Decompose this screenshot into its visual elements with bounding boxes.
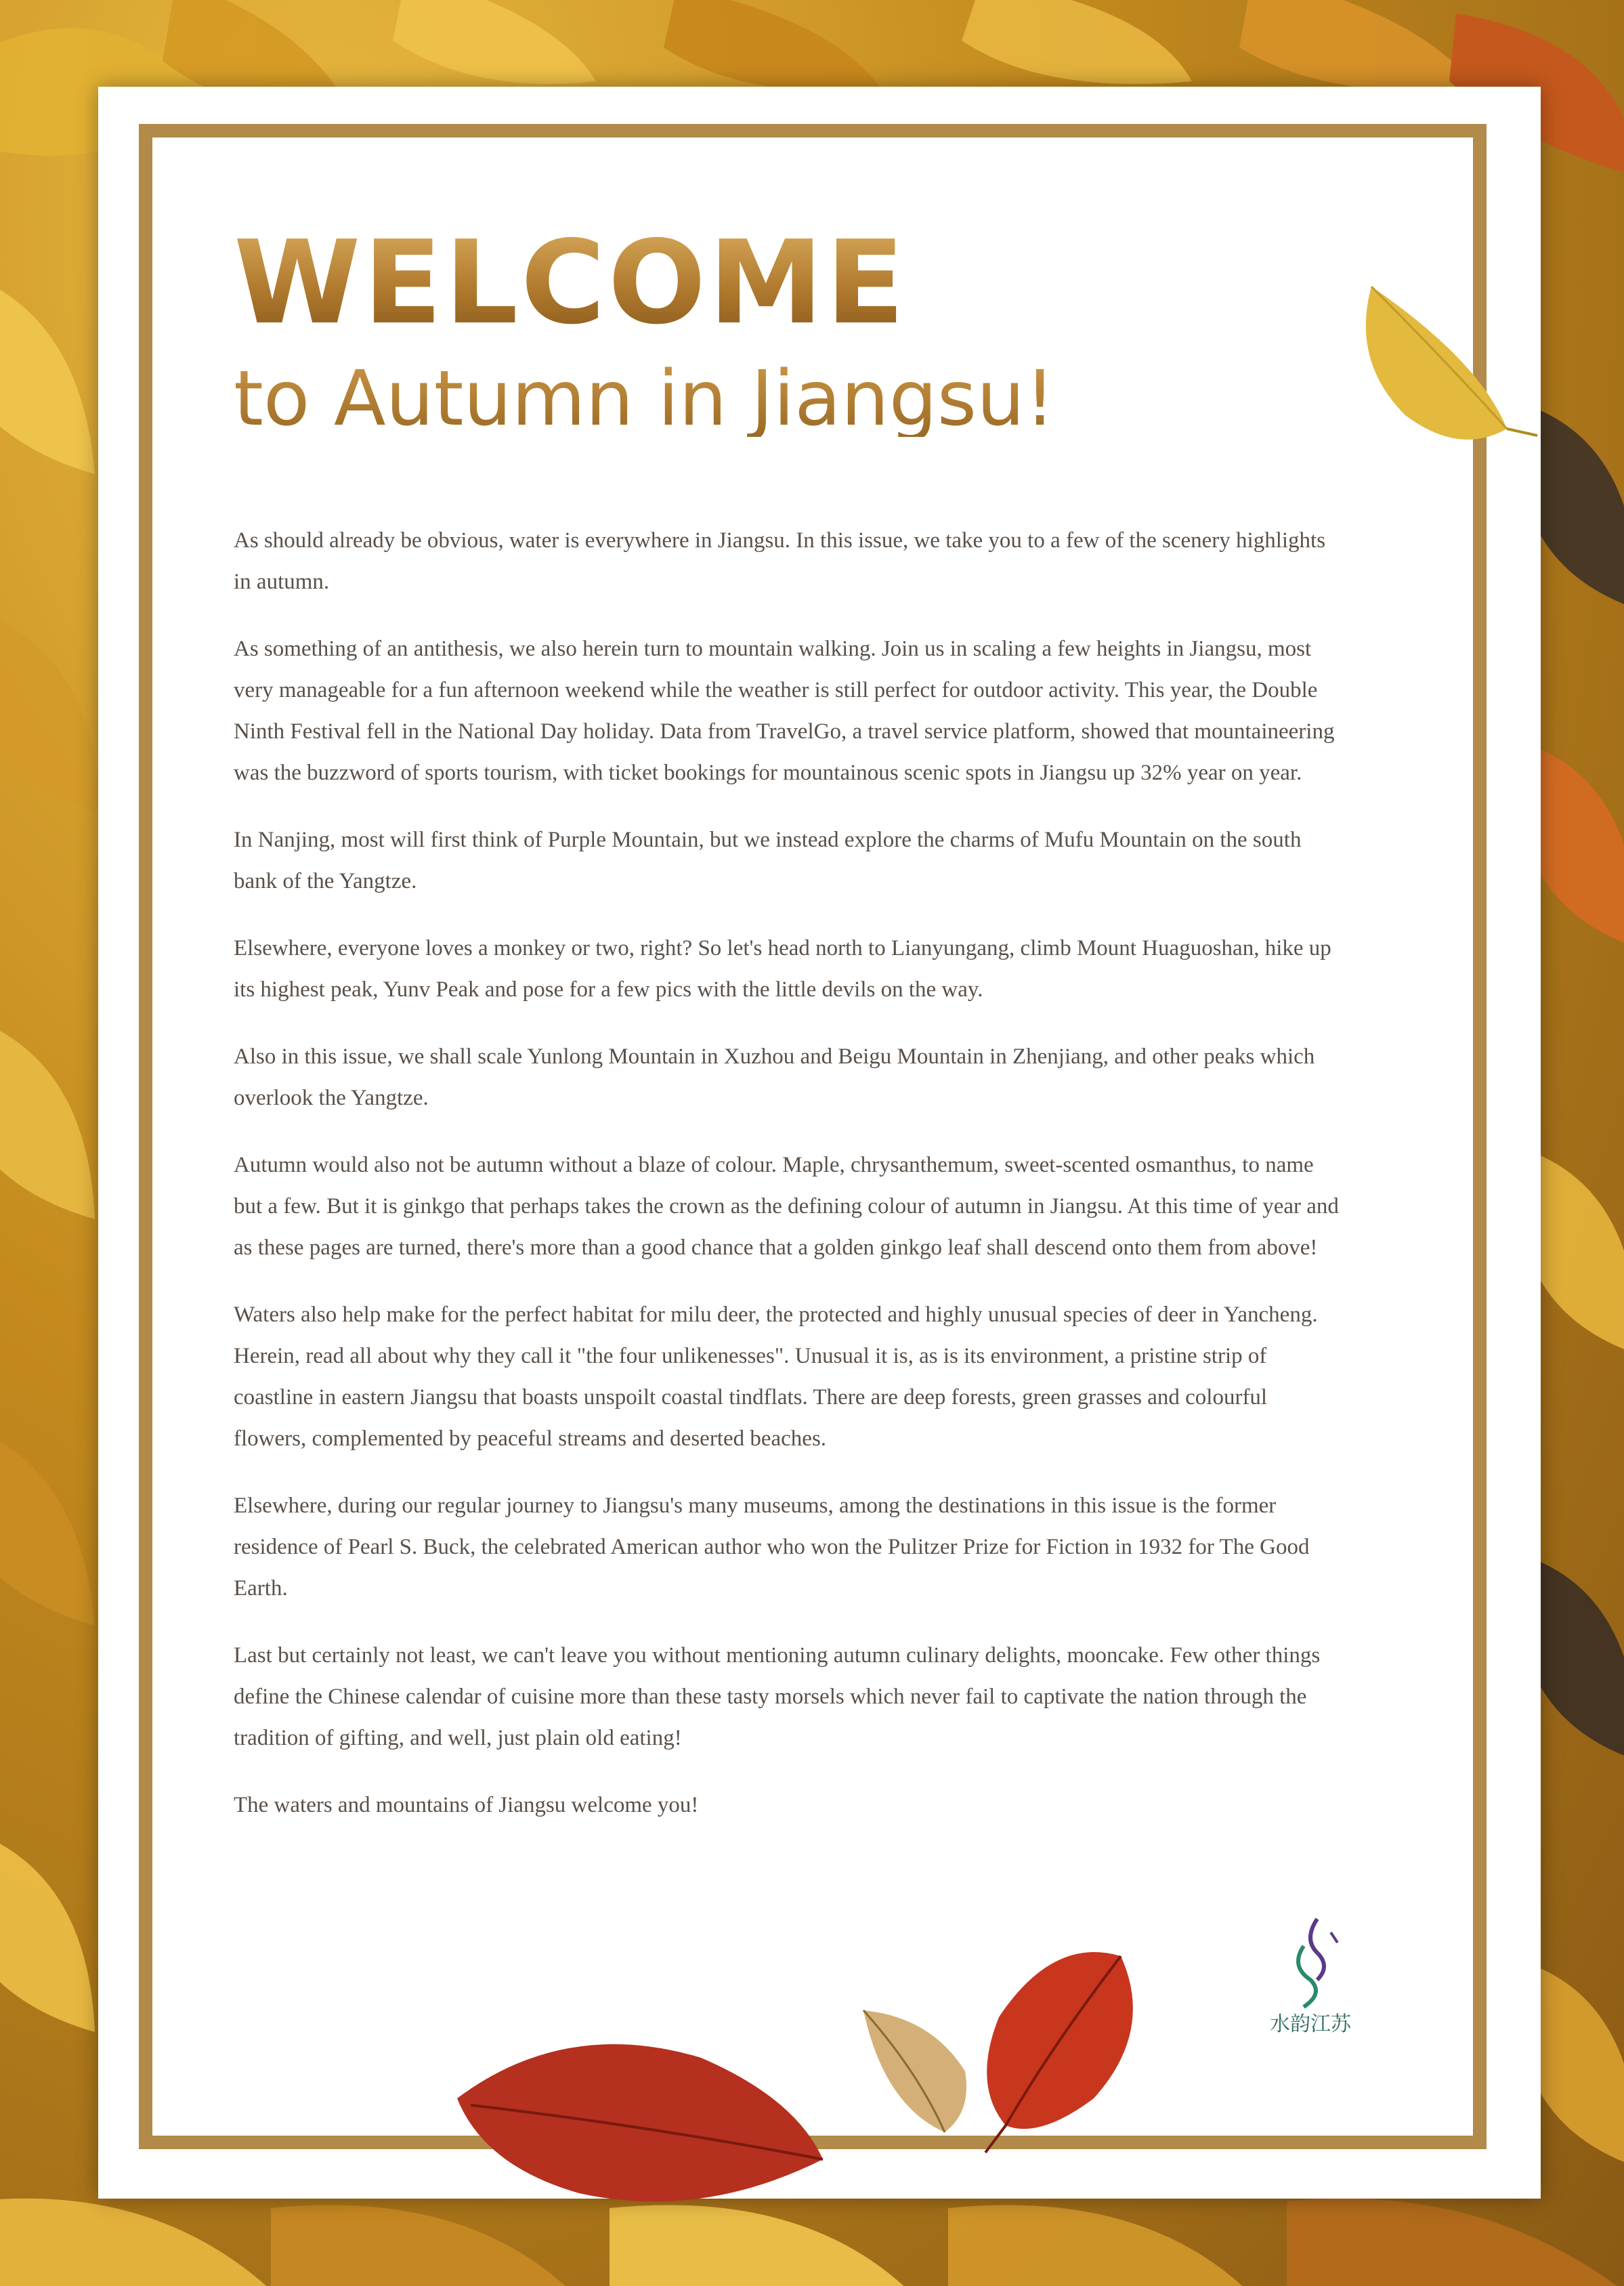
paragraph: Last but certainly not least, we can't leave you without mentioning autumn culinary delights, mooncake. Few other things define the Chinese calendar of cuisine more than these tasty morsels which never fail to captivate the nation through the tradition of gifting, and well, just plain old eating! (234, 1643, 1321, 1750)
paragraph: Elsewhere, everyone loves a monkey or two, right? So let's head north to Lianyungang, climb Mount Huaguoshan, hike up its highest peak, Yunv Peak and pose for a few pics with the little devils on the way. (234, 936, 1331, 1002)
paragraph: Waters also help make for the perfect habitat for milu deer, the protected and highly unusual species of deer in Yancheng. Herein, read all about why they call it "the four unlikenesses". Unusual it is, as is its environment, a pristine strip of coastline in eastern Jiangsu that boasts unspoilt coastal tindflats. There are deep forests, green grasses and colourful flowers, complemented by peaceful streams and deserted beaches. (234, 1303, 1318, 1451)
body-text (234, 520, 1344, 1852)
ginkgo-leaf-icon (1344, 259, 1547, 463)
paragraph: Autumn would also not be autumn without a blaze of colour. Maple, chrysanthemum, sweet-scented osmanthus, to name but a few. But it is ginkgo that perhaps takes the crown as the defining colour of autumn in Jiangsu. At this time of year and as these pages are turned, there's more than a good chance that a golden ginkgo leaf shall descend onto them from above! (234, 1153, 1339, 1260)
paragraph: As should already be obvious, water is everywhere in Jiangsu. In this issue, we take you to a few of the scenery highlights in autumn. (234, 528, 1326, 594)
paragraph: As something of an antithesis, we also herein turn to mountain walking. Join us in scaling a few heights in Jiangsu, most very manageable for a fun afternoon weekend while the weather is still perfect for outdoor activity. This year, the Double Ninth Festival fell in the National Day holiday. Data from TravelGo, a travel service platform, showed that mountaineering was the buzzword of sports tourism, with ticket bookings for mountainous scenic spots in Jiangsu up 32% year on year. (234, 637, 1335, 785)
paragraph: In Nanjing, most will first think of Purple Mountain, but we instead explore the charms of Mufu Mountain on the south bank of the Yangtze. (234, 828, 1302, 893)
page-title: WELCOME (234, 216, 907, 350)
red-leaves-illustration (444, 1936, 1189, 2220)
paragraph: The waters and mountains of Jiangsu welcome you! (234, 1793, 699, 1817)
page-subtitle: to Autumn in Jiangsu! (234, 355, 1056, 443)
paragraph: Also in this issue, we shall scale Yunlong Mountain in Xuzhou and Beigu Mountain in Zhenjiang, and other peaks which overlook the Yangtze. (234, 1044, 1315, 1110)
jiangsu-logo (1249, 1905, 1385, 2041)
paragraph: Elsewhere, during our regular journey to Jiangsu's many museums, among the destinations in this issue is the former residence of Pearl S. Buck, the celebrated American author who won the Pulitzer Prize for Fiction in 1932 for The Good Earth. (234, 1494, 1310, 1601)
logo-text: 水韵江苏 (1270, 2012, 1351, 2036)
page-sheet (98, 87, 1541, 2199)
